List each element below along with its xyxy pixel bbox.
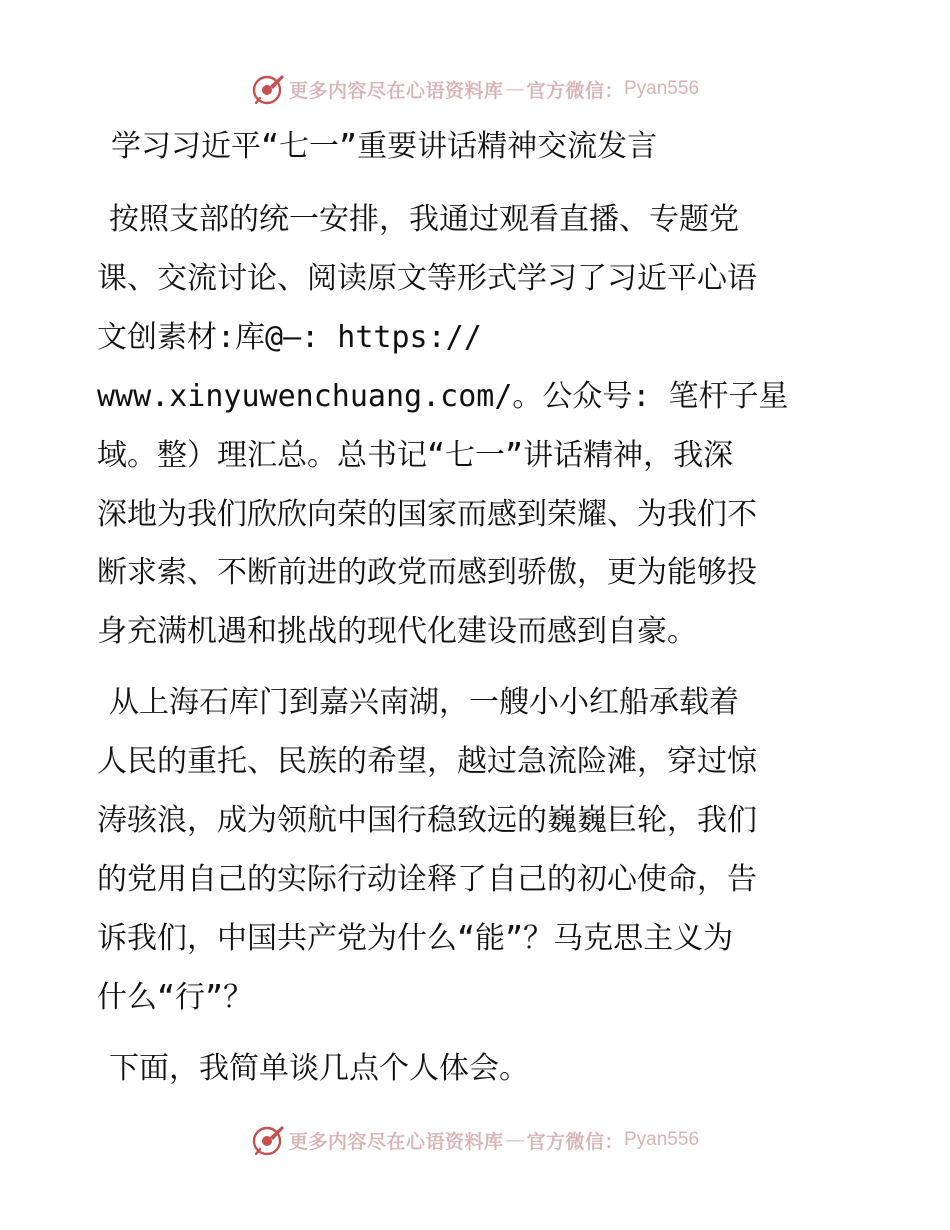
text-line: 身充满机遇和挑战的现代化建设而感到自豪。 <box>97 614 697 650</box>
text-line: 深地为我们欣欣向荣的国家而感到荣耀、为我们不 <box>97 496 757 532</box>
watermark-contact: 官方微信： <box>526 1130 624 1153</box>
watermark-banner-bottom <box>0 1123 950 1157</box>
pen-logo-icon <box>251 1123 285 1157</box>
watermark-text: 更多内容尽在心语资料库 <box>288 79 504 102</box>
watermark-dash: — <box>505 78 525 100</box>
text-line: 的党用自己的实际行动诠释了自己的初心使命，告 <box>97 861 757 897</box>
document-title: 学习习近平“七一”重要讲话精神交流发言 <box>111 129 658 164</box>
pen-logo-icon <box>251 72 285 106</box>
watermark-text: 更多内容尽在心语资料库 <box>288 1130 504 1153</box>
text-line: 从上海石库门到嘉兴南湖，一艘小小红船承载着 <box>109 685 739 721</box>
text-line: www.xinyuwenchuang.com/。公众号: 笔杆子星 <box>97 378 789 414</box>
document-body <box>97 118 857 1099</box>
watermark-id: Pyan556 <box>624 1129 700 1150</box>
paragraph-2 <box>97 674 857 1027</box>
watermark-dash: — <box>505 1129 525 1151</box>
text-line: 域。整）理汇总。总书记“七一”讲话精神，我深 <box>97 437 734 473</box>
text-line: 诉我们，中国共产党为什么“能”？马克思主义为 <box>97 920 734 956</box>
text-line: 人民的重托、民族的希望，越过急流险滩，穿过惊 <box>97 744 757 780</box>
paragraph-1 <box>97 191 857 662</box>
text-line: 什么“行”？ <box>97 979 254 1015</box>
text-line: 断求索、不断前进的政党而感到骄傲，更为能够投 <box>97 555 757 591</box>
paragraph-3 <box>97 1040 857 1099</box>
watermark-contact: 官方微信： <box>526 79 624 102</box>
text-line: 按照支部的统一安排，我通过观看直播、专题党 <box>109 202 739 237</box>
text-line: 下面，我简单谈几点个人体会。 <box>109 1050 529 1086</box>
text-line: 涛骇浪，成为领航中国行稳致远的巍巍巨轮，我们 <box>97 803 757 839</box>
watermark-id: Pyan556 <box>624 78 700 99</box>
watermark-banner-top <box>0 72 950 106</box>
text-line: 课、交流讨论、阅读原文等形式学习了习近平心语 <box>97 260 757 296</box>
text-line: 文创素材:库@—: https:// <box>97 319 482 355</box>
